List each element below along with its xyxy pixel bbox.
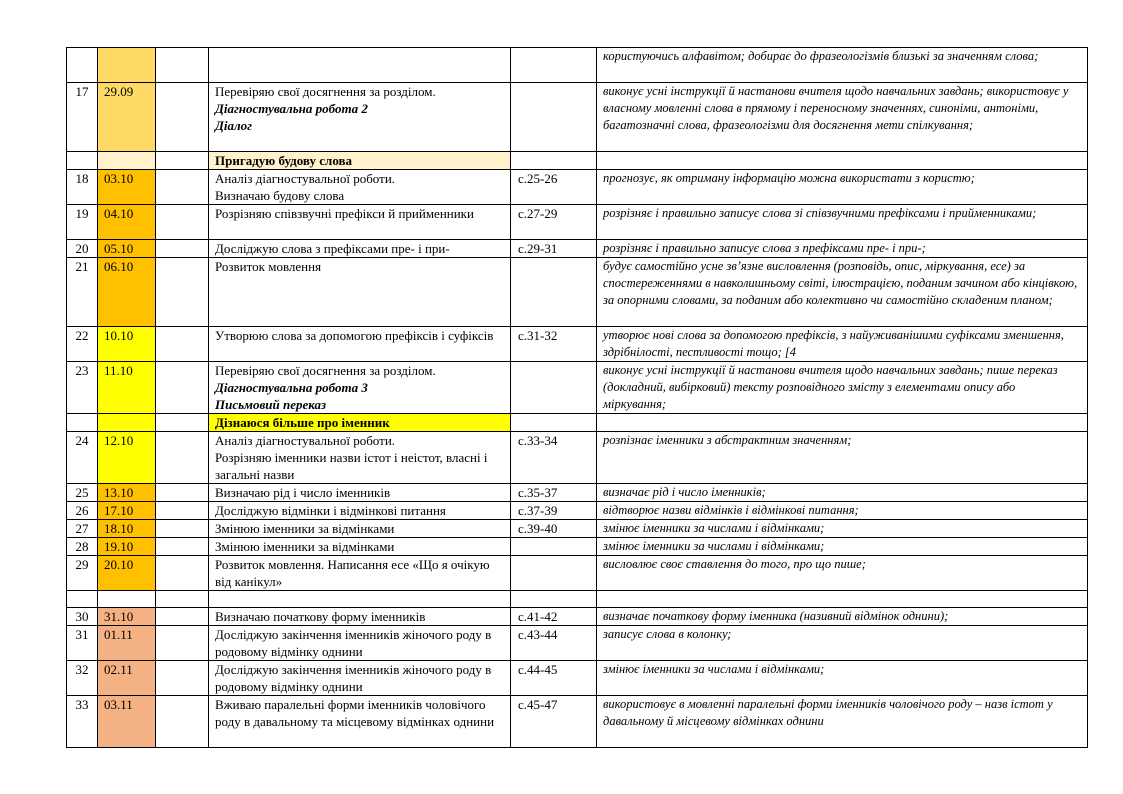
table-row — [67, 520, 1088, 538]
table-row — [67, 205, 1088, 240]
table-row — [67, 626, 1088, 661]
lesson-date: 29.09 — [98, 83, 156, 152]
lesson-number: 26 — [67, 502, 98, 520]
textbook-pages: с.37-39 — [511, 502, 597, 520]
learning-outcome: змінює іменники за числами і відмінками; — [597, 520, 1088, 538]
learning-outcome: розрізняє і правильно записує слова зі співзвучними префіксами і прийменниками; — [597, 205, 1088, 240]
table-row — [67, 502, 1088, 520]
lesson-number: 20 — [67, 240, 98, 258]
lesson-topic: Визначаю рід і число іменників — [209, 484, 511, 502]
empty-cell — [156, 520, 209, 538]
diagnostic-work-title: Діагностувальна робота 3 — [215, 380, 368, 395]
empty-cell — [156, 696, 209, 748]
lesson-number: 29 — [67, 556, 98, 591]
textbook-pages: с.35-37 — [511, 484, 597, 502]
empty-cell — [156, 502, 209, 520]
lesson-topic: Досліджую закінчення іменників жіночого роду в родовому відмінку однини — [209, 626, 511, 661]
lesson-number: 30 — [67, 608, 98, 626]
lesson-number: 23 — [67, 362, 98, 414]
learning-outcome: визначає початкову форму іменника (називний відмінок однини); — [597, 608, 1088, 626]
learning-outcome: розпізнає іменники з абстрактним значенням; — [597, 432, 1088, 484]
empty-cell — [156, 83, 209, 152]
learning-outcome: розрізняє і правильно записує слова з префіксами пре- і при-; — [597, 240, 1088, 258]
lesson-date: 19.10 — [98, 538, 156, 556]
empty-cell — [156, 362, 209, 414]
learning-outcome: прогнозує, як отриману інформацію можна використати з користю; — [597, 170, 1088, 205]
lesson-number: 21 — [67, 258, 98, 327]
empty-cell — [156, 484, 209, 502]
empty-cell — [156, 327, 209, 362]
lesson-number: 22 — [67, 327, 98, 362]
textbook-pages — [511, 258, 597, 327]
table-row — [67, 696, 1088, 748]
table-row — [67, 327, 1088, 362]
table-row — [67, 362, 1088, 414]
topic-line: Перевіряю свої досягнення за розділом. — [215, 363, 436, 378]
table-row — [67, 556, 1088, 591]
table-row — [67, 432, 1088, 484]
lesson-date: 18.10 — [98, 520, 156, 538]
textbook-pages: с.31-32 — [511, 327, 597, 362]
lesson-date: 03.10 — [98, 170, 156, 205]
lesson-topic: Змінюю іменники за відмінками — [209, 538, 511, 556]
empty-cell — [156, 626, 209, 661]
topic-subtitle: Письмовий переказ — [215, 397, 327, 412]
lesson-topic — [209, 432, 511, 484]
lesson-number: 19 — [67, 205, 98, 240]
learning-outcome: відтворює назви відмінків і відмінкові питання; — [597, 502, 1088, 520]
lesson-date: 20.10 — [98, 556, 156, 591]
lesson-date: 17.10 — [98, 502, 156, 520]
empty-cell — [156, 240, 209, 258]
lesson-date: 12.10 — [98, 432, 156, 484]
lesson-date: 02.11 — [98, 661, 156, 696]
table-row — [67, 83, 1088, 152]
learning-outcome: використовує в мовленні паралельні форми іменників чоловічого роду – назв істот у давальному й місцевому відмінках однини — [597, 696, 1088, 748]
lesson-topic — [209, 170, 511, 205]
lesson-date: 04.10 — [98, 205, 156, 240]
lesson-number: 18 — [67, 170, 98, 205]
lesson-number: 28 — [67, 538, 98, 556]
lesson-topic — [209, 48, 511, 83]
empty-cell — [156, 538, 209, 556]
chapter-row — [67, 414, 1088, 432]
lesson-topic: Досліджую відмінки і відмінкові питання — [209, 502, 511, 520]
lesson-topic: Розвиток мовлення. Написання есе «Що я очікую від канікул» — [209, 556, 511, 591]
textbook-pages: с.44-45 — [511, 661, 597, 696]
lesson-number: 25 — [67, 484, 98, 502]
lesson-date: 13.10 — [98, 484, 156, 502]
textbook-pages: с.29-31 — [511, 240, 597, 258]
topic-line: Визначаю будову слова — [215, 188, 345, 203]
topic-line: Розрізняю іменники назви істот і неістот, власні і загальні назви — [215, 450, 488, 482]
empty-cell — [156, 556, 209, 591]
empty-cell — [156, 48, 209, 83]
textbook-pages: с.43-44 — [511, 626, 597, 661]
empty-cell — [156, 170, 209, 205]
lesson-number: 27 — [67, 520, 98, 538]
lesson-topic: Розвиток мовлення — [209, 258, 511, 327]
lesson-number: 17 — [67, 83, 98, 152]
topic-subtitle: Діалог — [215, 118, 252, 133]
lesson-date: 05.10 — [98, 240, 156, 258]
learning-outcome: виконує усні інструкції й настанови вчителя щодо навчальних завдань; пише переказ (докладний, вибірковий) тексту розповідного змісту з елементами опису або міркування; — [597, 362, 1088, 414]
empty-cell — [156, 205, 209, 240]
lesson-number: 31 — [67, 626, 98, 661]
textbook-pages — [511, 83, 597, 152]
table-row — [67, 608, 1088, 626]
lesson-topic: Вживаю паралельні форми іменників чоловічого роду в давальному та місцевому відмінках однини — [209, 696, 511, 748]
table-row — [67, 48, 1088, 83]
lesson-topic — [209, 83, 511, 152]
textbook-pages: с.27-29 — [511, 205, 597, 240]
textbook-pages: с.39-40 — [511, 520, 597, 538]
table-row — [67, 240, 1088, 258]
topic-line: Аналіз діагностувальної роботи. — [215, 171, 396, 186]
textbook-pages: с.25-26 — [511, 170, 597, 205]
diagnostic-work-title: Діагностувальна робота 2 — [215, 101, 368, 116]
learning-outcome: змінює іменники за числами і відмінками; — [597, 538, 1088, 556]
spacer-row — [67, 591, 1088, 608]
lesson-topic: Змінюю іменники за відмінками — [209, 520, 511, 538]
table-row — [67, 661, 1088, 696]
textbook-pages — [511, 556, 597, 591]
lesson-topic: Досліджую закінчення іменників жіночого роду в родовому відмінку однини — [209, 661, 511, 696]
lesson-number: 24 — [67, 432, 98, 484]
textbook-pages — [511, 362, 597, 414]
learning-outcome: записує слова в колонку; — [597, 626, 1088, 661]
learning-outcome: змінює іменники за числами і відмінками; — [597, 661, 1088, 696]
lesson-date — [98, 48, 156, 83]
lesson-date: 06.10 — [98, 258, 156, 327]
lesson-date: 01.11 — [98, 626, 156, 661]
table-row — [67, 484, 1088, 502]
table-row — [67, 258, 1088, 327]
lesson-date: 03.11 — [98, 696, 156, 748]
lesson-date: 31.10 — [98, 608, 156, 626]
textbook-pages: с.45-47 — [511, 696, 597, 748]
textbook-pages: с.41-42 — [511, 608, 597, 626]
empty-cell — [156, 661, 209, 696]
topic-line: Аналіз діагностувальної роботи. — [215, 433, 396, 448]
learning-outcome: будує самостійно усне зв’язне висловлення (розповідь, опис, міркування, есе) за спостереженнями в навколишньому світі, ілюстрацією, поданим зачином або кінцівкою, за опорними словами, за поданим або колективно чи самостійно складеним планом; — [597, 258, 1088, 327]
textbook-pages — [511, 48, 597, 83]
empty-cell — [156, 432, 209, 484]
topic-line: Перевіряю свої досягнення за розділом. — [215, 84, 436, 99]
chapter-row — [67, 152, 1088, 170]
learning-outcome: утворює нові слова за допомогою префіксів, з найуживанішими суфіксами зменшення, здрібнілості, пестливості тощо; [4 — [597, 327, 1088, 362]
textbook-pages: с.33-34 — [511, 432, 597, 484]
learning-outcome: користуючись алфавітом; добирає до фразеологізмів близькі за значенням слова; — [597, 48, 1088, 83]
chapter-title: Пригадую будову слова — [209, 152, 511, 170]
chapter-title: Дізнаюся більше про іменник — [209, 414, 511, 432]
empty-cell — [156, 608, 209, 626]
lesson-date: 11.10 — [98, 362, 156, 414]
lesson-topic — [209, 362, 511, 414]
empty-cell — [156, 258, 209, 327]
textbook-pages — [511, 538, 597, 556]
table-row — [67, 170, 1088, 205]
lesson-topic: Досліджую слова з префіксами пре- і при- — [209, 240, 511, 258]
lesson-topic: Розрізняю співзвучні префікси й прийменники — [209, 205, 511, 240]
lesson-topic: Утворюю слова за допомогою префіксів і суфіксів — [209, 327, 511, 362]
lesson-date: 10.10 — [98, 327, 156, 362]
learning-outcome: висловлює своє ставлення до того, про що пише; — [597, 556, 1088, 591]
lesson-number: 32 — [67, 661, 98, 696]
table-row — [67, 538, 1088, 556]
learning-outcome: виконує усні інструкції й настанови вчителя щодо навчальних завдань; використовує у власному мовленні слова в прямому і переносному значеннях, синоніми, антоніми, багатозначні слова, фразеологізми для досягнення мети спілкування; — [597, 83, 1088, 152]
lesson-plan-table — [66, 47, 1088, 748]
lesson-number: 33 — [67, 696, 98, 748]
lesson-number — [67, 48, 98, 83]
learning-outcome: визначає рід і число іменників; — [597, 484, 1088, 502]
lesson-topic: Визначаю початкову форму іменників — [209, 608, 511, 626]
